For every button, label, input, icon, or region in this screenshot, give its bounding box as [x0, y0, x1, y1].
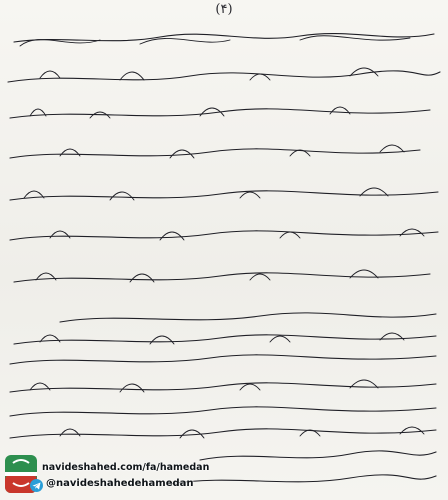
handwriting-stroke-8 — [60, 145, 404, 158]
handwriting-stroke-15 — [60, 313, 436, 322]
telegram-icon — [30, 479, 43, 492]
handwriting-stroke-9 — [10, 191, 438, 200]
handwriting-stroke-24 — [200, 451, 436, 460]
handwriting-stroke-6 — [30, 107, 350, 118]
watermark-site-url: navideshahed.com/fa/hamedan — [42, 462, 210, 473]
handwriting-stroke-25 — [170, 475, 436, 484]
handwriting-stroke-23 — [60, 427, 424, 438]
handwriting-stroke-7 — [10, 149, 420, 158]
handwriting-stroke-19 — [10, 383, 436, 392]
page-number: (۴) — [215, 2, 233, 17]
handwriting-stroke-16 — [14, 335, 436, 344]
handwriting-stroke-18 — [10, 355, 436, 364]
handwriting-stroke-21 — [10, 407, 436, 416]
watermark-channel-handle: @navideshahedehamedan — [46, 478, 194, 489]
handwriting-stroke-1 — [14, 34, 434, 42]
handwriting-stroke-5 — [10, 109, 430, 118]
handwriting-stroke-13 — [14, 273, 430, 282]
handwriting-stroke-20 — [30, 380, 378, 392]
handwriting-stroke-2 — [20, 36, 410, 46]
handwriting-stroke-12 — [50, 229, 424, 240]
handwriting-stroke-11 — [10, 231, 438, 240]
